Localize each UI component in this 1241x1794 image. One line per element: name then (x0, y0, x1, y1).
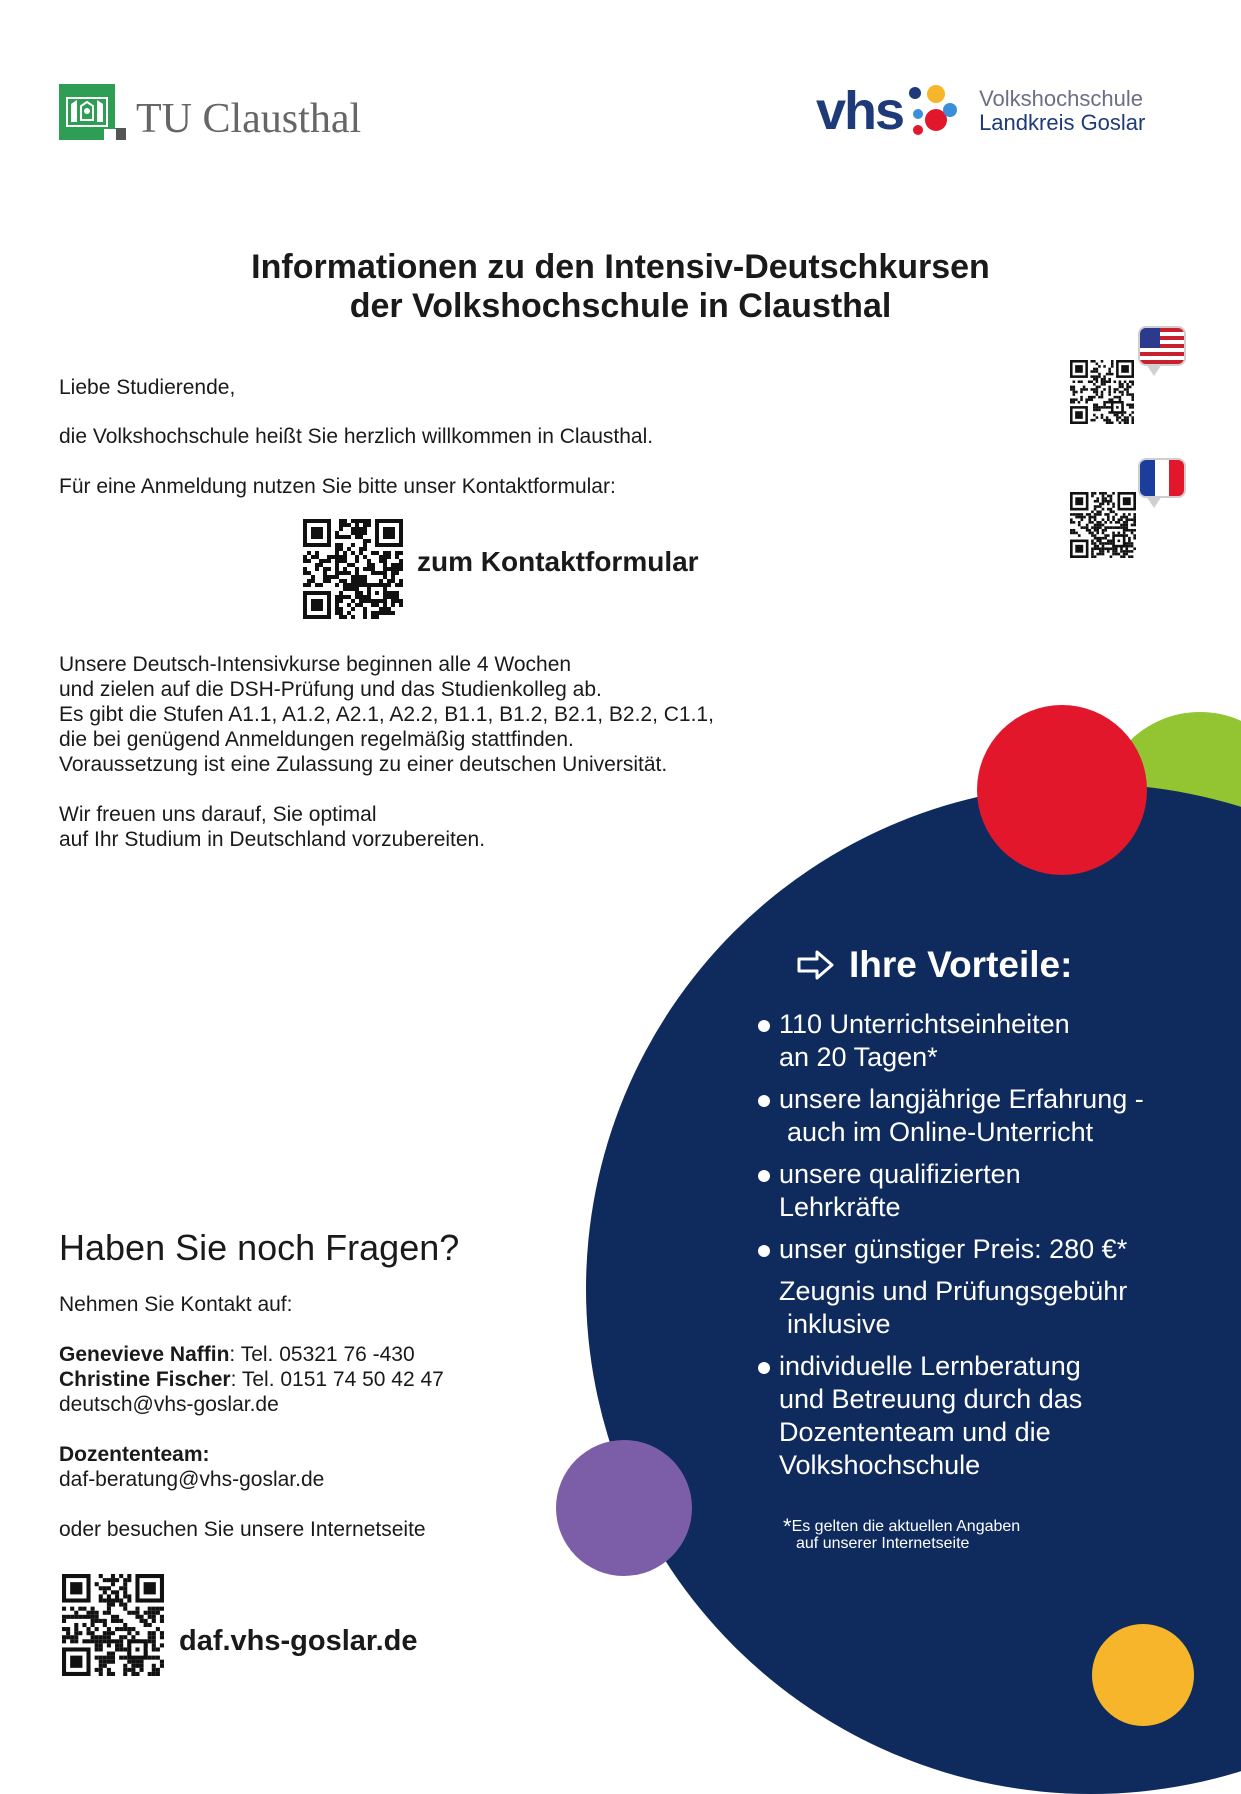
advantage-item: 110 Unterrichtseinheiten an 20 Tagen* (757, 1008, 1197, 1074)
website-link[interactable]: daf.vhs-goslar.de (179, 1625, 418, 1657)
team-label: Dozententeam: (59, 1443, 210, 1466)
arrow-right-outline-icon (797, 950, 835, 980)
closing-line: auf Ihr Studium in Deutschland vorzubereiten. (59, 828, 486, 851)
website-prompt: oder besuchen Sie unsere Internetseite (59, 1518, 426, 1541)
course-line: und zielen auf die DSH-Prüfung und das Studienkolleg ab. (59, 678, 602, 701)
vhs-logo (816, 80, 1145, 142)
greeting: Liebe Studierende, (59, 376, 236, 399)
website-qr-code[interactable] (62, 1574, 164, 1676)
title-line2: der Volkshochschule in Clausthal (349, 287, 892, 325)
page-title (0, 248, 1241, 326)
contact-prompt: Nehmen Sie Kontakt auf: (59, 1293, 293, 1316)
french-qr-code[interactable] (1070, 492, 1136, 558)
tu-logo-text: TU Clausthal (136, 96, 362, 142)
footnote-line2: auf unserer Internetseite (796, 1535, 970, 1552)
advantages-heading-text: Ihre Vorteile: (849, 944, 1073, 985)
closing-line: Wir freuen uns darauf, Sie optimal (59, 803, 377, 826)
advantage-item: unsere langjährige Erfahrung - auch im Online-Unterricht (757, 1083, 1197, 1149)
advantage-item: unser günstiger Preis: 280 €* (757, 1233, 1197, 1266)
register-text: Für eine Anmeldung nutzen Sie bitte unser Kontaktformular: (59, 475, 616, 498)
contact-email[interactable]: deutsch@vhs-goslar.de (59, 1393, 279, 1416)
contact-block (59, 1292, 579, 1542)
footnote-star: * (783, 1514, 792, 1539)
questions-heading: Haben Sie noch Fragen? (59, 1227, 460, 1268)
advantage-item: unsere qualifizierten Lehrkräfte (757, 1158, 1197, 1224)
us-flag-bubble-icon (1140, 328, 1184, 364)
red-circle (977, 705, 1147, 875)
advantages-heading (797, 944, 1072, 986)
vhs-wordmark: vhs (816, 81, 904, 141)
course-line: Unsere Deutsch-Intensivkurse beginnen alle 4 Wochen (59, 653, 572, 676)
title-line1: Informationen zu den Intensiv-Deutschkursen (251, 248, 990, 286)
welcome-text: die Volkshochschule heißt Sie herzlich willkommen in Clausthal. (59, 425, 654, 448)
tu-clausthal-logo (59, 80, 361, 140)
vhs-line1: Volkshochschule (979, 86, 1143, 111)
vhs-dots-icon (905, 81, 963, 141)
vhs-line2: Landkreis Goslar (979, 110, 1146, 135)
contact-person-1: Genevieve Naffin: Tel. 05321 76 -430 (59, 1343, 415, 1366)
advantage-item-note: Zeugnis und Prüfungsgebühr inklusive (779, 1276, 1128, 1339)
fr-flag-bubble-icon (1140, 460, 1184, 496)
english-qr-code[interactable] (1070, 360, 1134, 424)
tu-emblem-icon (59, 84, 115, 140)
advantages-list (757, 1008, 1197, 1491)
footnote (783, 1514, 1021, 1552)
contact-form-link[interactable]: zum Kontaktformular (417, 546, 699, 577)
team-email[interactable]: daf-beratung@vhs-goslar.de (59, 1468, 325, 1491)
contact-person-2: Christine Fischer: Tel. 0151 74 50 42 47 (59, 1368, 444, 1391)
contact-form-qr-code[interactable] (303, 519, 403, 619)
advantage-item: individuelle Lernberatung und Betreuung durch das Dozententeam und die Volkshochschule (757, 1350, 1197, 1482)
yellow-circle (1092, 1624, 1194, 1726)
course-info (59, 652, 859, 852)
footnote-line1: Es gelten die aktuellen Angaben (791, 1518, 1021, 1535)
course-line: Voraussetzung ist eine Zulassung zu einer deutschen Universität. (59, 753, 668, 776)
course-line: Es gibt die Stufen A1.1, A1.2, A2.1, A2.2, B1.1, B1.2, B2.1, B2.2, C1.1, (59, 703, 714, 726)
course-line: die bei genügend Anmeldungen regelmäßig stattfinden. (59, 728, 574, 751)
